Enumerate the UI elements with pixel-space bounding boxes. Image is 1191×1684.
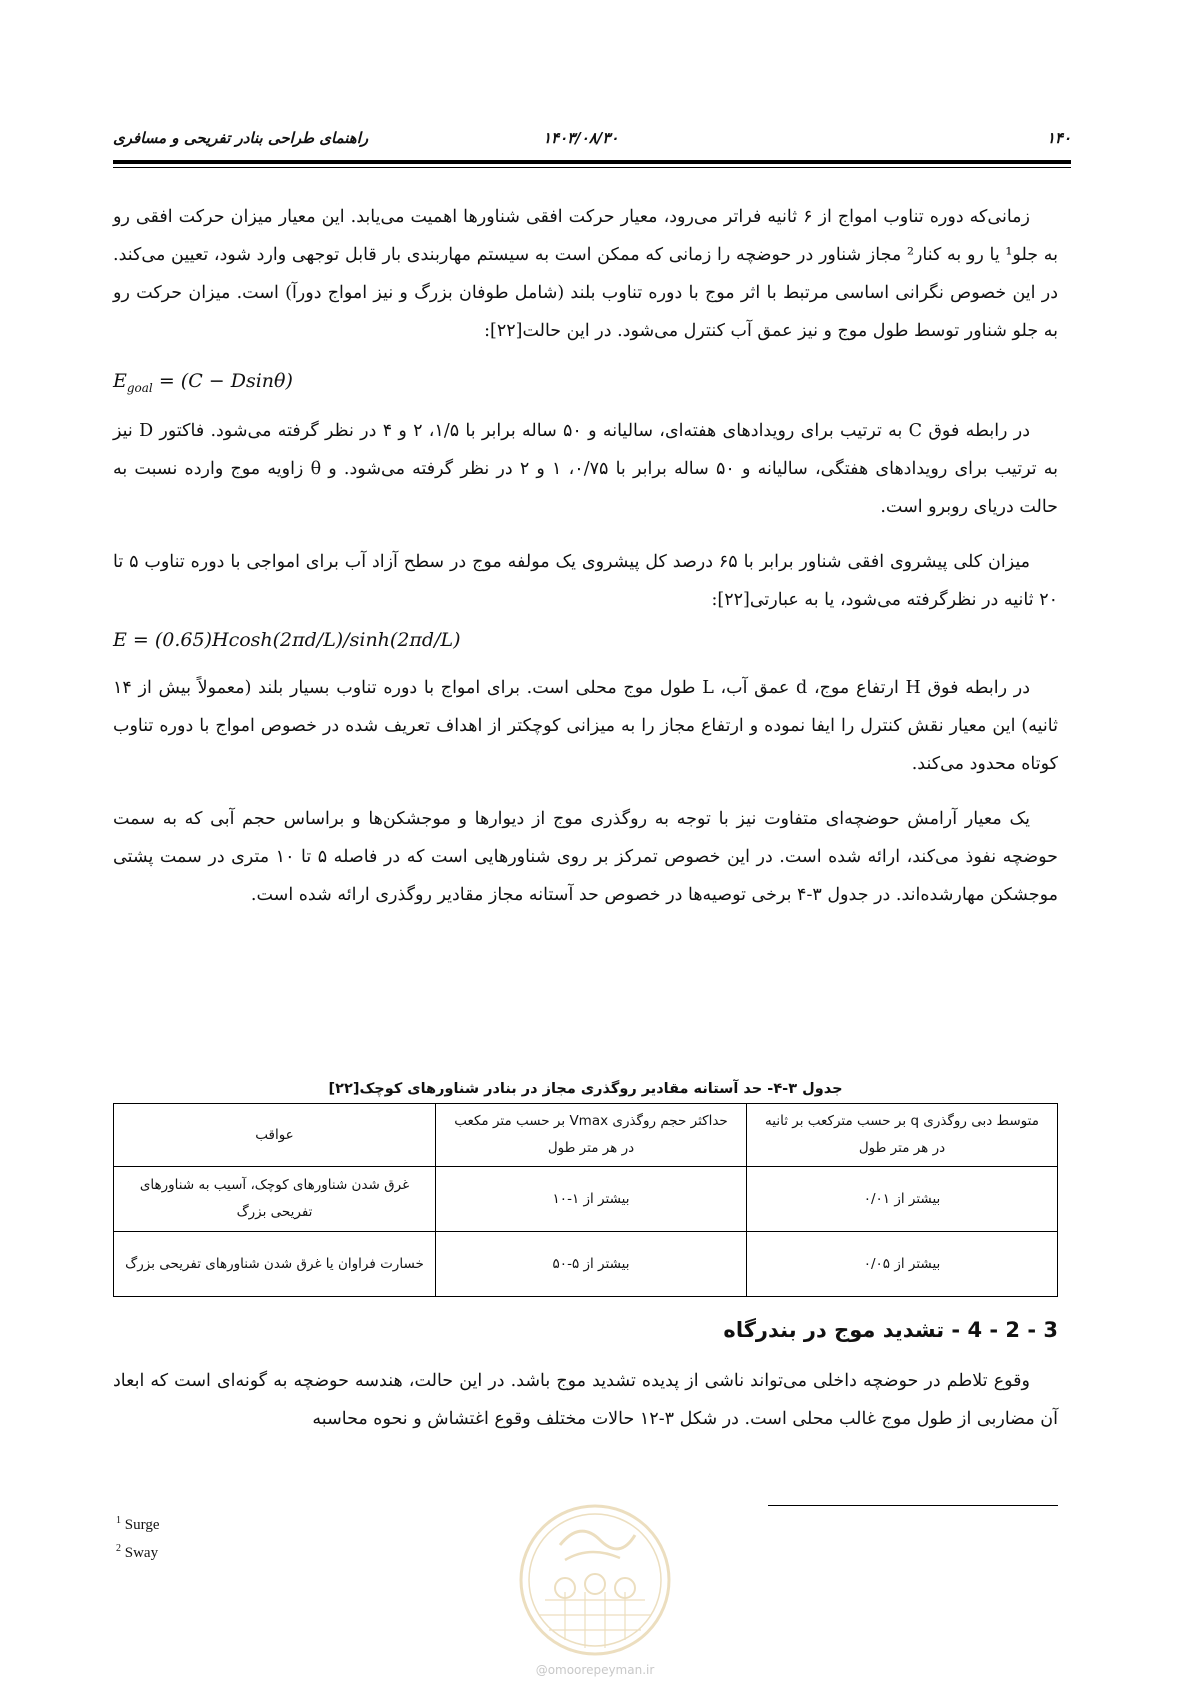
header-date: ۱۴۰۳/۰۸/۳۰ [543,129,619,147]
paragraph-overtopping: یک معیار آرامش حوضچه‌ای متفاوت نیز با توجه به روگذری موج از دیوارها و موجشکن‌ها و براساس حجم آبی که به سمت حوضچه نفوذ می‌کند، ارائه شده است. در این خصوص تمرکز بر روی شناورهایی است که در فاصله ۵ تا ۱۰ متری در سمت پشتی موجشکن مهارشده‌اند. در جدول ۳-۴ برخی توصیه‌ها در خصوص حد آستانه مجاز مقادیر روگذری ارائه شده است. [113,809,1059,905]
header-rule-thick [113,160,1071,164]
watermark-logo-icon [505,1500,685,1680]
footnote-text: Surge [124,1517,160,1533]
table-cell-consequences: غرق شدن شناورهای کوچک، آسیب به شناورهای تفریحی بزرگ [114,1167,436,1232]
paragraph-resonance: وقوع تلاطم در حوضچه داخلی می‌تواند ناشی از پدیده تشدید موج باشد. در این حالت، هندسه حوضچه به گونه‌ای است که ابعاد آن مضاربی از طول موج غالب محلی است. در شکل ۳-۱۲ حالات مختلف وقوع اغتشاش و نحوه محاسبه [113,1371,1058,1429]
footnote-2 [116,1543,158,1562]
footnote-mark: 2 [116,1543,121,1554]
section-heading: 3 - 2 - 4 - تشدید موج در بندرگاه [723,1318,1058,1342]
paragraph-wave-variables: در رابطه فوق H ارتفاع موج، d عمق آب، L طول موج محلی است. برای امواج با دوره تناوب بسیار بلند (معمولاً بیش از ۱۴ ثانیه) این معیار نقش کنترل را ایفا نموده و ارتفاع مجاز را به میزانی کوچکتر از اهداف تعریف شده در خصوص امواج با دوره تناوب کوتاه محدود می‌کند. [113,678,1058,774]
table-header-volume: حداکثر حجم روگذری Vmax بر حسب متر مکعب در هر متر طول [436,1104,747,1167]
table-cell-consequences: خسارت فراوان یا غرق شدن شناورهای تفریحی بزرگ [114,1232,436,1297]
table-header-consequences: عواقب [114,1104,436,1167]
formula-e-cosh: E = (0.65)Hcosh(2πd/L)/sinh(2πd/L) [113,629,461,651]
paragraph-total-advance: میزان کلی پیشروی افقی شناور برابر با ۶۵ درصد کل پیشروی یک مولفه موج در سطح آزاد آب برای امواجی با دوره تناوب ۵ تا ۲۰ ثانیه در نظرگرفته می‌شود، یا به عبارتی[۲۲]: [113,552,1058,610]
table-row [114,1232,1058,1297]
formula-egoal-rest: = (C − Dsinθ) [152,370,293,392]
paragraph-horizontal-motion: زمانی‌که دوره تناوب امواج از ۶ ثانیه فراتر می‌رود، معیار حرکت افقی شناورها اهمیت می‌یابد. این معیار میزان حرکت افقی رو به جلو¹ یا رو به کنار² مجاز شناور در حوضچه را زمانی که ممکن است به سیستم مهاربندی بار قابل توجهی وارد شود، تعیین می‌کند. در این خصوص نگرانی اساسی مرتبط با اثر موج با دوره تناوب بلند (شامل طوفان بزرگ و نیز امواج دورآ) است. میزان حرکت رو به جلو شناور توسط طول موج و نیز عمق آب کنترل می‌شود. در این حالت[۲۲]: [113,207,1058,341]
footnote-mark: 1 [116,1515,121,1526]
table-header-discharge: متوسط دبی روگذری q بر حسب مترکعب بر ثانیه در هر متر طول [747,1104,1058,1167]
table-cell-discharge: بیشتر از ۰/۰۱ [747,1167,1058,1232]
page-header [113,125,1071,149]
footnote-1 [116,1515,159,1534]
formula-egoal-sub: goal [126,380,153,395]
table-header-row [114,1104,1058,1167]
watermark-text: @omoorepeyman.ir [535,1663,655,1677]
table-cell-discharge: بیشتر از ۰/۰۵ [747,1232,1058,1297]
page-number: ۱۴۰ [1046,129,1071,147]
formula-egoal-base: E [113,370,127,392]
paragraph-factor-c-d: در رابطه فوق C به ترتیب برای رویدادهای هفته‌ای، سالیانه و ۵۰ ساله برابر با ۱/۵، ۲ و ۴ در نظر گرفته می‌شود. فاکتور D نیز به ترتیب برای رویدادهای هفتگی، سالیانه و ۵۰ ساله برابر با ۰/۷۵، ۱ و ۲ در نظر گرفته می‌شود. و θ زاویه موج وارده نسبت به حالت دریای روبرو است. [113,421,1059,517]
formula-egoal [113,370,713,395]
table-cell-volume: بیشتر از ۵-۵۰ [436,1232,747,1297]
table-caption: جدول ۳-۴- حد آستانه مقادیر روگذری مجاز در بنادر شناورهای کوچک[۲۲] [328,1081,843,1097]
header-rule-thin [113,167,1071,168]
table-row [114,1167,1058,1232]
footnote-rule [768,1505,1058,1506]
overtopping-table [113,1103,1058,1297]
table-cell-volume: بیشتر از ۱-۱۰ [436,1167,747,1232]
header-title: راهنمای طراحی بنادر تفریحی و مسافری [113,129,369,147]
footnote-text: Sway [124,1545,159,1561]
